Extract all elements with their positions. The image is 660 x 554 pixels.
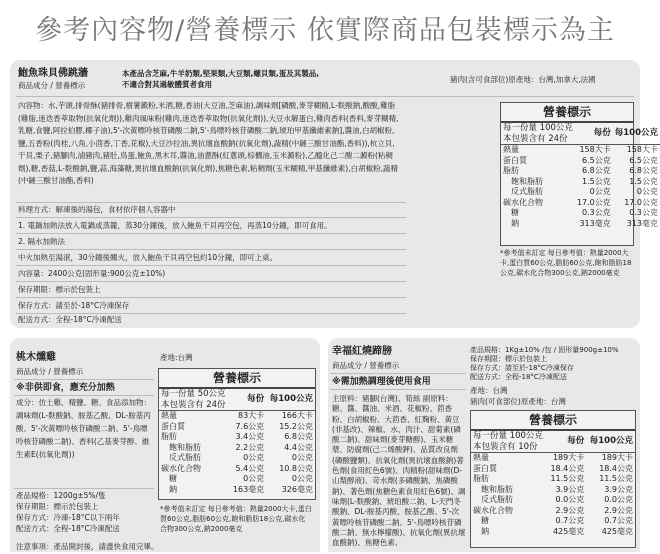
col-per-serving: 每份	[230, 389, 266, 411]
nutrition-row: 脂肪 11.5公克 11.5公克	[473, 474, 633, 483]
nutrition-row: 飽和脂肪 1.5公克 1.5公克	[511, 176, 658, 186]
spec-line: 豬肉(可食部位)原產地：台灣	[470, 397, 566, 406]
product-subtitle: 商品成分 / 營養標示	[18, 81, 86, 90]
ingredients-text: 主原料：豬腳(台灣)、筍絲 副原料：糖、醬、醬油、米酒、花椒粉、茴香粉、白胡椒粉、大茴香、紅麴粉、黃豆(非基改)、辣椒、水、肉汁、甜菊素(磷酸二鈉)、甜味劑(麥芽糖醇)、玉米糖漿、防腐劑(己二烯酸鉀)、品質改良劑(磷酸鹽類)、抗氧化劑(異抗壞血酸鈉)著色劑(食用紅色6號)、肉精粉(甜味劑(D-山梨醇液)、苛水劑(多磷酸鈉、焦磷酸鈉)、著色劑(焦糖色素食用紅色6號)、調味劑(L-麩酸鈉、琥珀酸二鈉、L-天門冬酸鈉、DL-胺基丙酸、胺基乙酸、5'-次黃嘌呤核苷磷酸二鈉、5'-鳥嘌呤核苷磷酸二鈉、無水檸檬酸)、抗氧化劑(異抗壞血酸鈉)、焦糖色素、	[332, 394, 466, 548]
col-per-serving: 每份	[575, 123, 613, 145]
allergen-note: 本產品含芝麻,牛羊奶類,堅果類,大豆類,螺貝類,蛋及其製品,	[122, 69, 320, 78]
nutrition-row: 鈉 163毫克 326毫克	[169, 484, 313, 494]
info-line: 保存期限：標示於包裝上	[16, 502, 99, 511]
nutrition-title: 營養標示	[159, 369, 315, 389]
page-title: 參考內容物/營養標示 依實際商品包裝標示為主	[35, 15, 615, 46]
ingredients-text: 成分：仿土雞、精鹽、糖、食品添加物：調味劑(L-麩酸鈉、胺基乙酸、DL-胺基丙酸、5'-次黃嘌呤核苷磷酸二鈉、5'-鳥嘌呤核苷磷酸二鈉)、香料(乙基麥芽醇、維生素E(抗氧化劑))	[16, 398, 151, 459]
col-per-serving: 每份	[547, 431, 586, 453]
info-line: 保存方式：請至於-18°C冷凍保存	[18, 301, 130, 310]
nutrition-row: 熱量 158大卡 158大卡	[503, 145, 658, 154]
info-line: 產品規格：1200g±5%/隻	[16, 491, 106, 500]
spec-line: 產品規格：1Kg±10% /包 / 固形量900g±10%	[470, 346, 619, 354]
nutrition-title: 營養標示	[501, 103, 633, 123]
product-name: 幸福紅燒蹄膀	[332, 346, 392, 357]
cooking-step: 2. 隔水加熱法	[18, 237, 66, 246]
spec-line: 保存方式：請至於-18°C冷凍保存	[470, 364, 574, 372]
nutrition-row: 熱量 189大卡 189大卡	[473, 453, 633, 462]
nutrition-row: 蛋白質 6.5公克 6.5公克	[503, 155, 658, 165]
col-per-100g: 每100公克	[613, 123, 660, 145]
nutrition-row: 碳水化合物 2.9公克 2.9公克	[473, 505, 633, 515]
product-panel-3	[328, 338, 640, 552]
nutrition-row: 飽和脂肪 2.2公克 4.4公克	[169, 442, 313, 452]
info-line: 配送方式：全程-18°C冷凍配送	[16, 524, 120, 533]
cooking-title: 料理方式：解凍後的湯包，食材依序個人容器中	[18, 205, 176, 214]
nutrition-table	[158, 368, 316, 500]
serving-size: 每一份量 100公克	[503, 123, 573, 133]
cooking-step: 中火加熱至湯滾，30分鐘後關火，放入鮑魚干貝再空包約10分鐘，即可上桌。	[18, 253, 278, 262]
nutrition-row: 糖 0.7公克 0.7公克	[481, 516, 633, 525]
product-subtitle: 商品成分 / 營養標示	[16, 367, 84, 376]
origin-note: 豬肉(含可食部位)原產地：台灣,加拿大,法國	[450, 75, 596, 84]
nutrition-table	[500, 102, 658, 246]
nutrition-row: 反式脂肪 0公克 0公克	[169, 453, 313, 462]
nutrition-row: 飽和脂肪 3.9公克 3.9公克	[481, 484, 633, 494]
product-panel-1	[10, 60, 658, 328]
nutrition-footnote: *參考值未訂定 每日參考值：熱量2000大卡,蛋白質60公克,脂肪60公克,飽和脂肪18公克,碳水化合物300公克,鈉2000毫克	[500, 249, 632, 277]
product-name: 鮑魚珠貝佛跳牆	[18, 68, 88, 79]
info-line: 內容量：2400公克(固形量:900公克±10%)	[18, 269, 166, 278]
col-per-100g: 每100公克	[266, 389, 315, 411]
nutrition-row: 脂肪 6.8公克 6.8公克	[503, 166, 658, 175]
info-line: 配送方式：全程-18°C冷凍配送	[18, 315, 122, 324]
nutrition-row: 碳水化合物 5.4公克 10.8公克	[161, 463, 313, 473]
servings-per-pack: 本包裝含有 24份	[161, 399, 226, 410]
serving-size: 每一份量 50公克	[161, 389, 226, 399]
servings-per-pack: 本包裝含有 10份	[473, 441, 538, 452]
nutrition-table	[470, 410, 636, 548]
info-line: 保存方式：冷凍-18°C以下兩年	[16, 513, 120, 522]
info-line: 保存期限：標示於包裝上	[18, 285, 101, 294]
cooking-step: 1. 電鍋加熱法放入電鍋或蒸籠，蒸30分鐘後，放入鮑魚干貝再空包，再蒸10分鐘，即可食用。	[18, 221, 332, 230]
footer-note: 注意事項：產品開封後，請盡快食用完畢。	[16, 542, 159, 551]
origin-note: 產地:台灣	[160, 353, 193, 362]
spec-line: 產地：台灣	[470, 386, 508, 395]
nutrition-row: 蛋白質 7.6公克 15.2公克	[161, 421, 313, 431]
col-per-100g: 每100公克	[586, 431, 635, 453]
nutrition-row: 鈉 313毫克 313毫克	[511, 218, 658, 228]
nutrition-row: 糖 0.3公克 0.3公克	[511, 208, 658, 217]
warning-note: ※需加熱調理後使用食用	[332, 377, 431, 387]
nutrition-row: 鈉 425毫克 425毫克	[481, 526, 633, 536]
product-name: 桃木燻雞	[16, 352, 56, 363]
nutrition-row: 反式脂肪 0.0公克 0.0公克	[481, 495, 633, 504]
allergen-note: 不適合對其過敏體質者食用	[122, 80, 212, 89]
nutrition-row: 脂肪 3.4公克 6.8公克	[161, 432, 313, 441]
nutrition-title: 營養標示	[471, 411, 635, 431]
product-panel-2	[10, 338, 320, 552]
nutrition-row: 碳水化合物 17.0公克 17.0公克	[503, 197, 658, 207]
nutrition-row: 反式脂肪 0公克 0公克	[511, 187, 658, 196]
spec-line: 保存期限：標示於包裝上	[470, 355, 547, 363]
warning-note: ※非供即食，應充分加熱	[16, 383, 115, 393]
product-subtitle: 商品成分 / 營養標示	[332, 361, 400, 370]
nutrition-row: 糖 0公克 0公克	[169, 474, 313, 483]
nutrition-footnote: *參考值未訂定 每日參考值：熱量2000大卡,蛋白質60公克,脂肪60公克,飽和脂肪18公克,碳水化合物300公克,鈉2000毫克	[160, 505, 312, 533]
serving-size: 每一份量 100公克	[473, 431, 543, 441]
spec-line: 配送方式：全程-18°C冷凍配送	[470, 373, 567, 381]
servings-per-pack: 本包裝含有 24份	[503, 133, 568, 144]
ingredients-text: 內容物：水,芋頭,排骨酥(豬排骨,樹薯澱粉,米酒,糖,香油(大豆油,芝麻油),調味劑[磷酸,麥芽糊精,L-麩酸鈉,酸酸,雞脂(雞脂,迷迭香萃取物(抗氧化劑)),雞肉風味粉(雞肉,迷迭香萃取物(抗氧化劑)),大豆水解蛋白,雞肉香料(香料,麥芽糊精,乳糖,食鹽,阿拉伯膠,椰子油),5'-次黃嘌呤核苷磷酸二鈉,5'-鳥嘌呤核苷磷酸二鈉,琥珀甲基纖維素鈉],醬油,白胡椒粉,鹽,五香粉(肉桂,八角,小茴香,丁香,花椒),大豆沙拉油,異抗壞血酸鈉(抗氧化劑),蔬精(中鏈三酸甘油酯,香料)),杭立貝,干貝,栗子,豬腳肉,滷豬肉,豬肚,鳥蛋,鮑魚,黑木耳,醬油,油蔥酥(紅蔥頭,棕櫚油,玉米澱粉),乙醯化己二酸二澱粉(粘稠劑),糖,香菇,L-麩酸鈉,鹽,蒜,海藻糖,異抗壞血酸鈉(抗氧化劑),焦糖色素,粘稠劑(玉米糊精,甲基纖維素),白胡椒粉,蔬精(中鏈三酸甘油酯,香料)	[18, 101, 399, 185]
nutrition-row: 熱量 83大卡 166大卡	[161, 411, 313, 420]
nutrition-row: 蛋白質 18.4公克 18.4公克	[473, 463, 633, 473]
